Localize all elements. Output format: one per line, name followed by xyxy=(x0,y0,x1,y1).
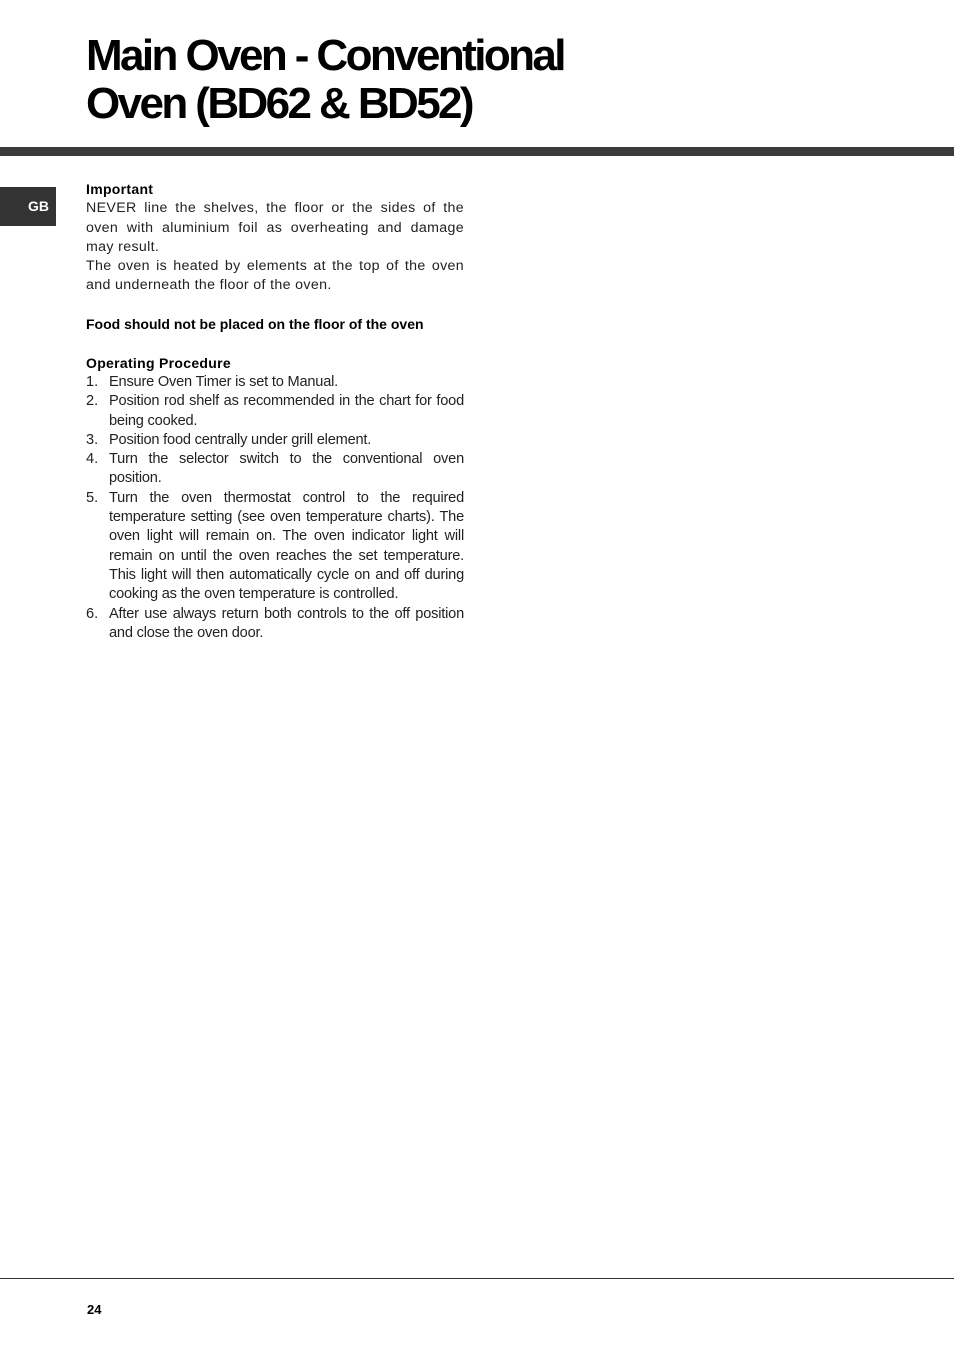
step-number: 5. xyxy=(86,489,99,506)
list-item xyxy=(86,373,464,392)
page-title-line-2: Oven (BD62 & BD52) xyxy=(86,79,472,128)
list-item xyxy=(86,431,464,450)
page-title-line-1: Main Oven - Conventional xyxy=(86,31,564,80)
step-text: Turn the oven thermostat control to the required temperature setting (see oven temperature charts). The oven light will remain on. The oven indicator light will remain on until the oven reaches the set temperature. This light will then automatically cycle on and off during cooking as the oven temperature is controlled. xyxy=(109,489,464,603)
procedure-list xyxy=(86,373,464,643)
step-text: Turn the selector switch to the conventional oven position. xyxy=(109,451,464,487)
step-text: Ensure Oven Timer is set to Manual. xyxy=(109,373,339,390)
step-number: 2. xyxy=(86,393,99,410)
step-text: Position food centrally under grill element. xyxy=(109,431,372,448)
important-paragraph-2: The oven is heated by elements at the top of the oven and underneath the floor of the oven. xyxy=(86,258,464,294)
food-warning: Food should not be placed on the floor of the oven xyxy=(86,316,424,333)
list-item xyxy=(86,392,464,431)
step-number: 6. xyxy=(86,605,99,622)
step-text: After use always return both controls to the off position and close the oven door. xyxy=(109,605,464,641)
list-item xyxy=(86,489,464,605)
step-number: 4. xyxy=(86,451,99,468)
step-text: Position rod shelf as recommended in the chart for food being cooked. xyxy=(109,393,464,429)
language-tab: GB xyxy=(0,187,56,226)
list-item xyxy=(86,450,464,489)
important-heading: Important xyxy=(86,181,154,197)
page-number: 24 xyxy=(87,1302,102,1317)
important-paragraph-1: NEVER line the shelves, the floor or the sides of the oven with aluminium foil as overheating and damage may result. xyxy=(86,200,464,255)
step-number: 3. xyxy=(86,431,99,448)
footer-divider xyxy=(0,1278,954,1279)
step-number: 1. xyxy=(86,373,99,390)
procedure-heading: Operating Procedure xyxy=(86,354,231,371)
list-item xyxy=(86,605,464,644)
main-content xyxy=(86,180,464,643)
header-divider xyxy=(0,147,954,156)
page-title xyxy=(86,32,564,128)
